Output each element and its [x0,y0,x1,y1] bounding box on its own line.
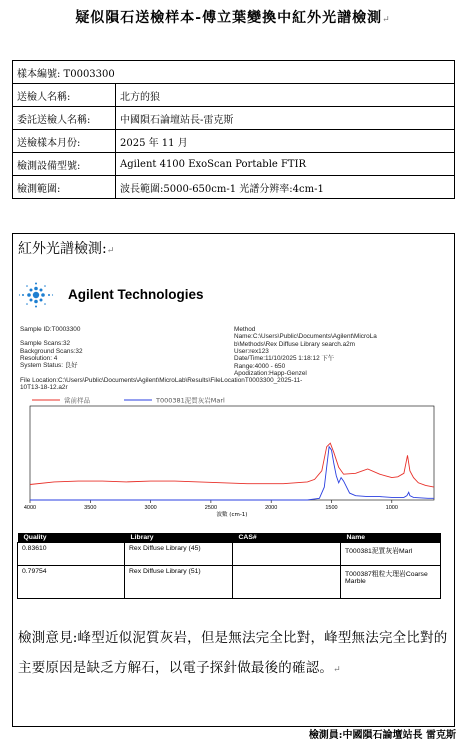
chart-lines [30,443,434,500]
meta-line [20,333,220,340]
x-axis-label: 波數 (cm-1) [216,512,248,518]
meta-line: Name:C:\Users\Public\Documents\Agilent\MicroLa [234,333,377,341]
inspector-signature: 檢測員:中國隕石論壇站長 雷克斯 [308,730,456,741]
meta-line: Sample ID:T0003300 [20,326,81,333]
meta-line: Date/Time:11/10/2025 1:18:12 下午 [234,355,335,363]
series-line-1 [30,447,434,500]
library-results-table [17,533,441,599]
meta-line: User:rex123 [234,348,269,356]
document-title [0,7,466,27]
info-value: 中國隕石論壇站長-雷克斯 [116,107,455,130]
result-name: T000387粗粒大理岩Coarse Marble [341,566,441,599]
meta-line: Apodization:Happ-Genzel [234,370,307,378]
document-title-text: 疑似隕石送檢样本-傅立葉變換中紅外光譜檢測 [75,10,383,26]
result-cas [233,543,341,566]
legend-label: T000381泥質灰岩Marl [156,396,225,405]
info-label: 樣本編號: T0003300 [13,61,455,84]
info-row-range [13,176,455,199]
agilent-spark-logo-icon [18,281,54,309]
chart-legend [32,396,225,405]
info-label: 檢測範圍: [13,176,116,199]
info-label: 委託送檢人名稱: [13,107,116,130]
legend-label: 當前样品 [64,396,90,405]
meta-line: Background Scans:32 [20,347,83,355]
result-cas [233,566,341,599]
info-value: 北方的狼 [116,84,455,107]
meta-line: System Status: 良好 [20,362,78,370]
agilent-brand-name: Agilent Technologies [68,287,204,302]
info-row-month [13,130,455,153]
info-row-submitter [13,84,455,107]
result-library: Rex Diffuse Library (45) [125,543,233,566]
plot-frame [30,406,434,500]
info-value: Agilent 4100 ExoScan Portable FTIR [116,153,455,176]
info-value: 2025 年 11 月 [116,130,455,153]
result-quality: 0.83610 [18,543,125,566]
sample-info-table [12,60,455,199]
info-row-client [13,107,455,130]
x-tick-label: 4000 [23,505,37,511]
report-file-location: File Location:C:\Users\Public\Documents\Agilent\MicroLab\Results\FileLocationT0003300_2025-11- 10T13-18-12.a2r [20,377,303,392]
meta-line: Range:4000 - 650 [234,362,286,370]
x-tick-label: 3000 [144,505,157,511]
inspection-opinion: 檢測意見:峰型近似泥質灰岩，但是無法完全比對，峰型無法完全比對的主要原因是缺乏方解石，以電子探針做最後的確認。↵ [18,630,448,676]
info-label: 檢測設備型號: [13,153,116,176]
x-tick-label: 2000 [265,505,278,511]
series-line-0 [30,443,434,487]
result-library: Rex Diffuse Library (51) [125,566,233,599]
result-quality: 0.79754 [18,566,125,599]
ir-spectrum-chart [14,394,444,518]
info-label: 送檢樣本月份: [13,130,116,153]
report-right-meta [234,326,444,378]
x-tick-label: 3500 [84,505,97,511]
meta-line: b\Methods\Rex Diffuse Library search.a2m [234,340,356,348]
x-tick-label: 1500 [325,505,338,511]
table-row [18,566,441,599]
results-header-library: Library [125,533,233,543]
info-row-sample-id [13,61,455,84]
chart-ticks [24,500,398,518]
paragraph-mark: ↵ [382,15,391,25]
table-row [18,543,441,566]
section-title: 紅外光譜檢測:↵ [18,241,115,257]
meta-line: Resolution: 4 [20,355,58,363]
x-tick-label: 1000 [385,505,398,511]
meta-line: Method [234,326,256,333]
results-header-cas: CAS# [233,533,341,543]
info-row-device [13,153,455,176]
info-label: 送檢人名稱: [13,84,116,107]
x-tick-label: 2500 [204,505,218,511]
results-header-row [18,533,441,543]
results-header-quality: Quality [18,533,125,543]
results-header-name: Name [341,533,441,543]
meta-line: Sample Scans:32 [20,340,71,348]
info-value: 波長範圍:5000-650cm-1 光譜分辨率:4cm-1 [116,176,455,199]
chart-axes [30,406,434,500]
result-name: T000381泥質灰岩Marl [341,543,441,566]
report-left-meta [20,326,220,370]
